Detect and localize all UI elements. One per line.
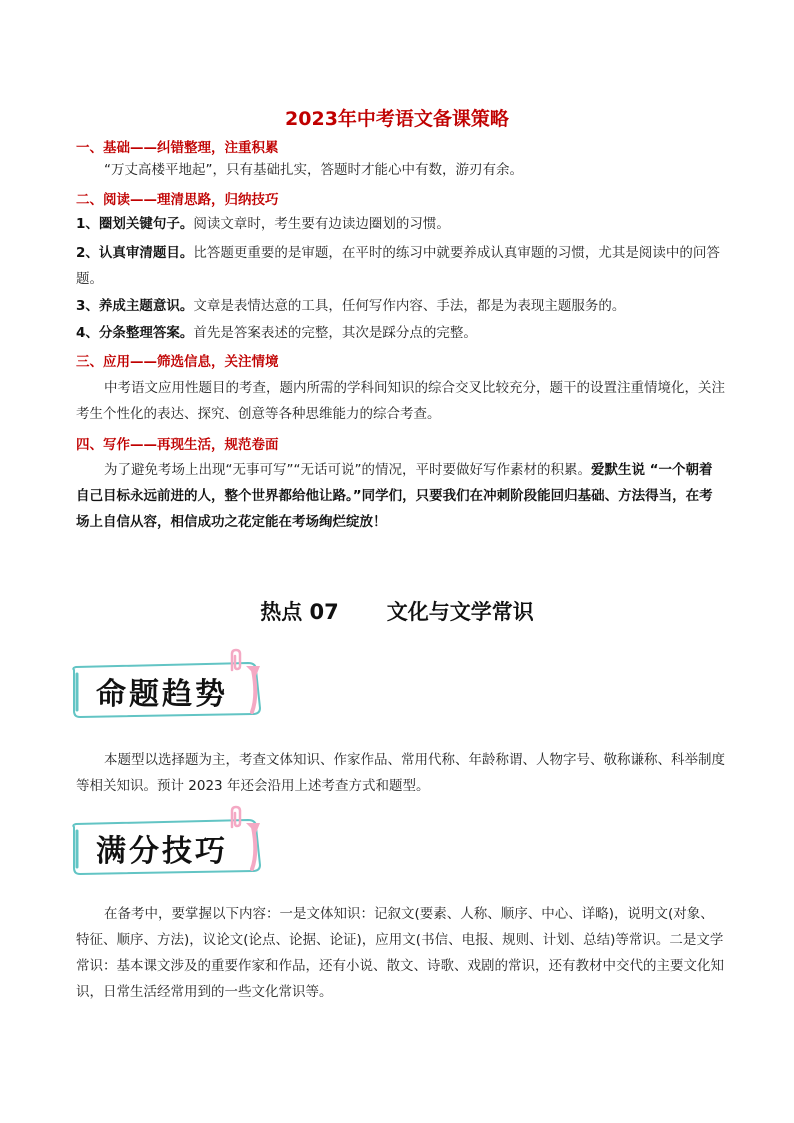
item-text: 首先是答案表述的完整，其次是踩分点的完整。 [193, 325, 477, 341]
paragraph-text: 为了避免考场上出现“无事可写”“无话可说”的情况，平时要做好写作素材的积累。 [104, 462, 591, 478]
banner-label: 满分技巧 [96, 834, 228, 869]
paperclip-icon [228, 805, 244, 829]
section-paragraph-writing [76, 457, 726, 535]
item-lead: 4、分条整理答案。 [76, 325, 194, 341]
hotspot-topic: 文化与文学常识 [386, 600, 534, 624]
banner-trend [70, 660, 266, 718]
item-lead: 1、圈划关键句子。 [76, 216, 194, 232]
page-title: 2023年中考语文备课策略 [285, 108, 509, 130]
list-item [76, 293, 726, 319]
banner-label: 命题趋势 [96, 677, 228, 712]
list-item [76, 211, 726, 237]
item-lead: 2、认真审清题目。 [76, 245, 194, 261]
item-text: 比答题更重要的是审题，在平时的练习中就要养成认真审题的习惯，尤其是阅读中的问答题。 [76, 245, 720, 287]
quote-text: 爱默生说 “一个朝着自己目标永远前进的人，整个世界都给他让路。”同学们，只要我们在冲刺阶段能回归基础、方法得当，在考场上自信从容，相信成功之花定能在考场绚烂绽放！ [76, 462, 713, 530]
hotspot-title [0, 596, 794, 626]
list-item [76, 240, 726, 292]
item-text: 阅读文章时，考生要有边读边圈划的习惯。 [193, 216, 450, 232]
banner-skills [70, 817, 266, 875]
section-heading-application: 三、应用——筛选信息，关注情境 [76, 354, 279, 370]
trend-paragraph [76, 747, 726, 799]
section-heading-reading: 二、阅读——理清思路，归纳技巧 [76, 192, 279, 208]
section-paragraph-application [76, 375, 726, 427]
item-text: 文章是表情达意的工具，任何写作内容、手法，都是为表现主题服务的。 [193, 298, 626, 314]
section-heading-basics: 一、基础——纠错整理，注重积累 [76, 140, 279, 156]
section-heading-writing: 四、写作——再现生活，规范卷面 [76, 437, 279, 453]
paperclip-icon [228, 648, 244, 672]
paragraph-text: 在备考中，要掌握以下内容：一是文体知识：记叙文(要素、人称、顺序、中心、详略)，说明文(对象、特征、顺序、方法)，议论文(论点、论据、论证)，应用文(书信、电报、规则、计划、总结)等常识。二是文学常识：基本课文涉及的重要作家和作品，还有小说、散文、诗歌、戏剧的常识，还有教材中交代的主要文化知识，日常生活经常用到的一些文化常识等。 [76, 906, 724, 1000]
skills-paragraph [76, 901, 726, 1005]
item-lead: 3、养成主题意识。 [76, 298, 194, 314]
hotspot-number: 热点 07 [260, 600, 339, 624]
paragraph-text: 中考语文应用性题目的考查，题内所需的学科间知识的综合交叉比较充分，题干的设置注重情境化，关注考生个性化的表达、探究、创意等各种思维能力的综合考查。 [76, 380, 725, 422]
section-paragraph-basics [76, 157, 726, 183]
list-item [76, 320, 726, 346]
paragraph-text: “万丈高楼平地起”，只有基础扎实，答题时才能心中有数，游刃有余。 [104, 162, 523, 178]
paragraph-text: 本题型以选择题为主，考查文体知识、作家作品、常用代称、年龄称谓、人物字号、敬称谦称、科举制度等相关知识。预计 2023 年还会沿用上述考查方式和题型。 [76, 752, 725, 794]
